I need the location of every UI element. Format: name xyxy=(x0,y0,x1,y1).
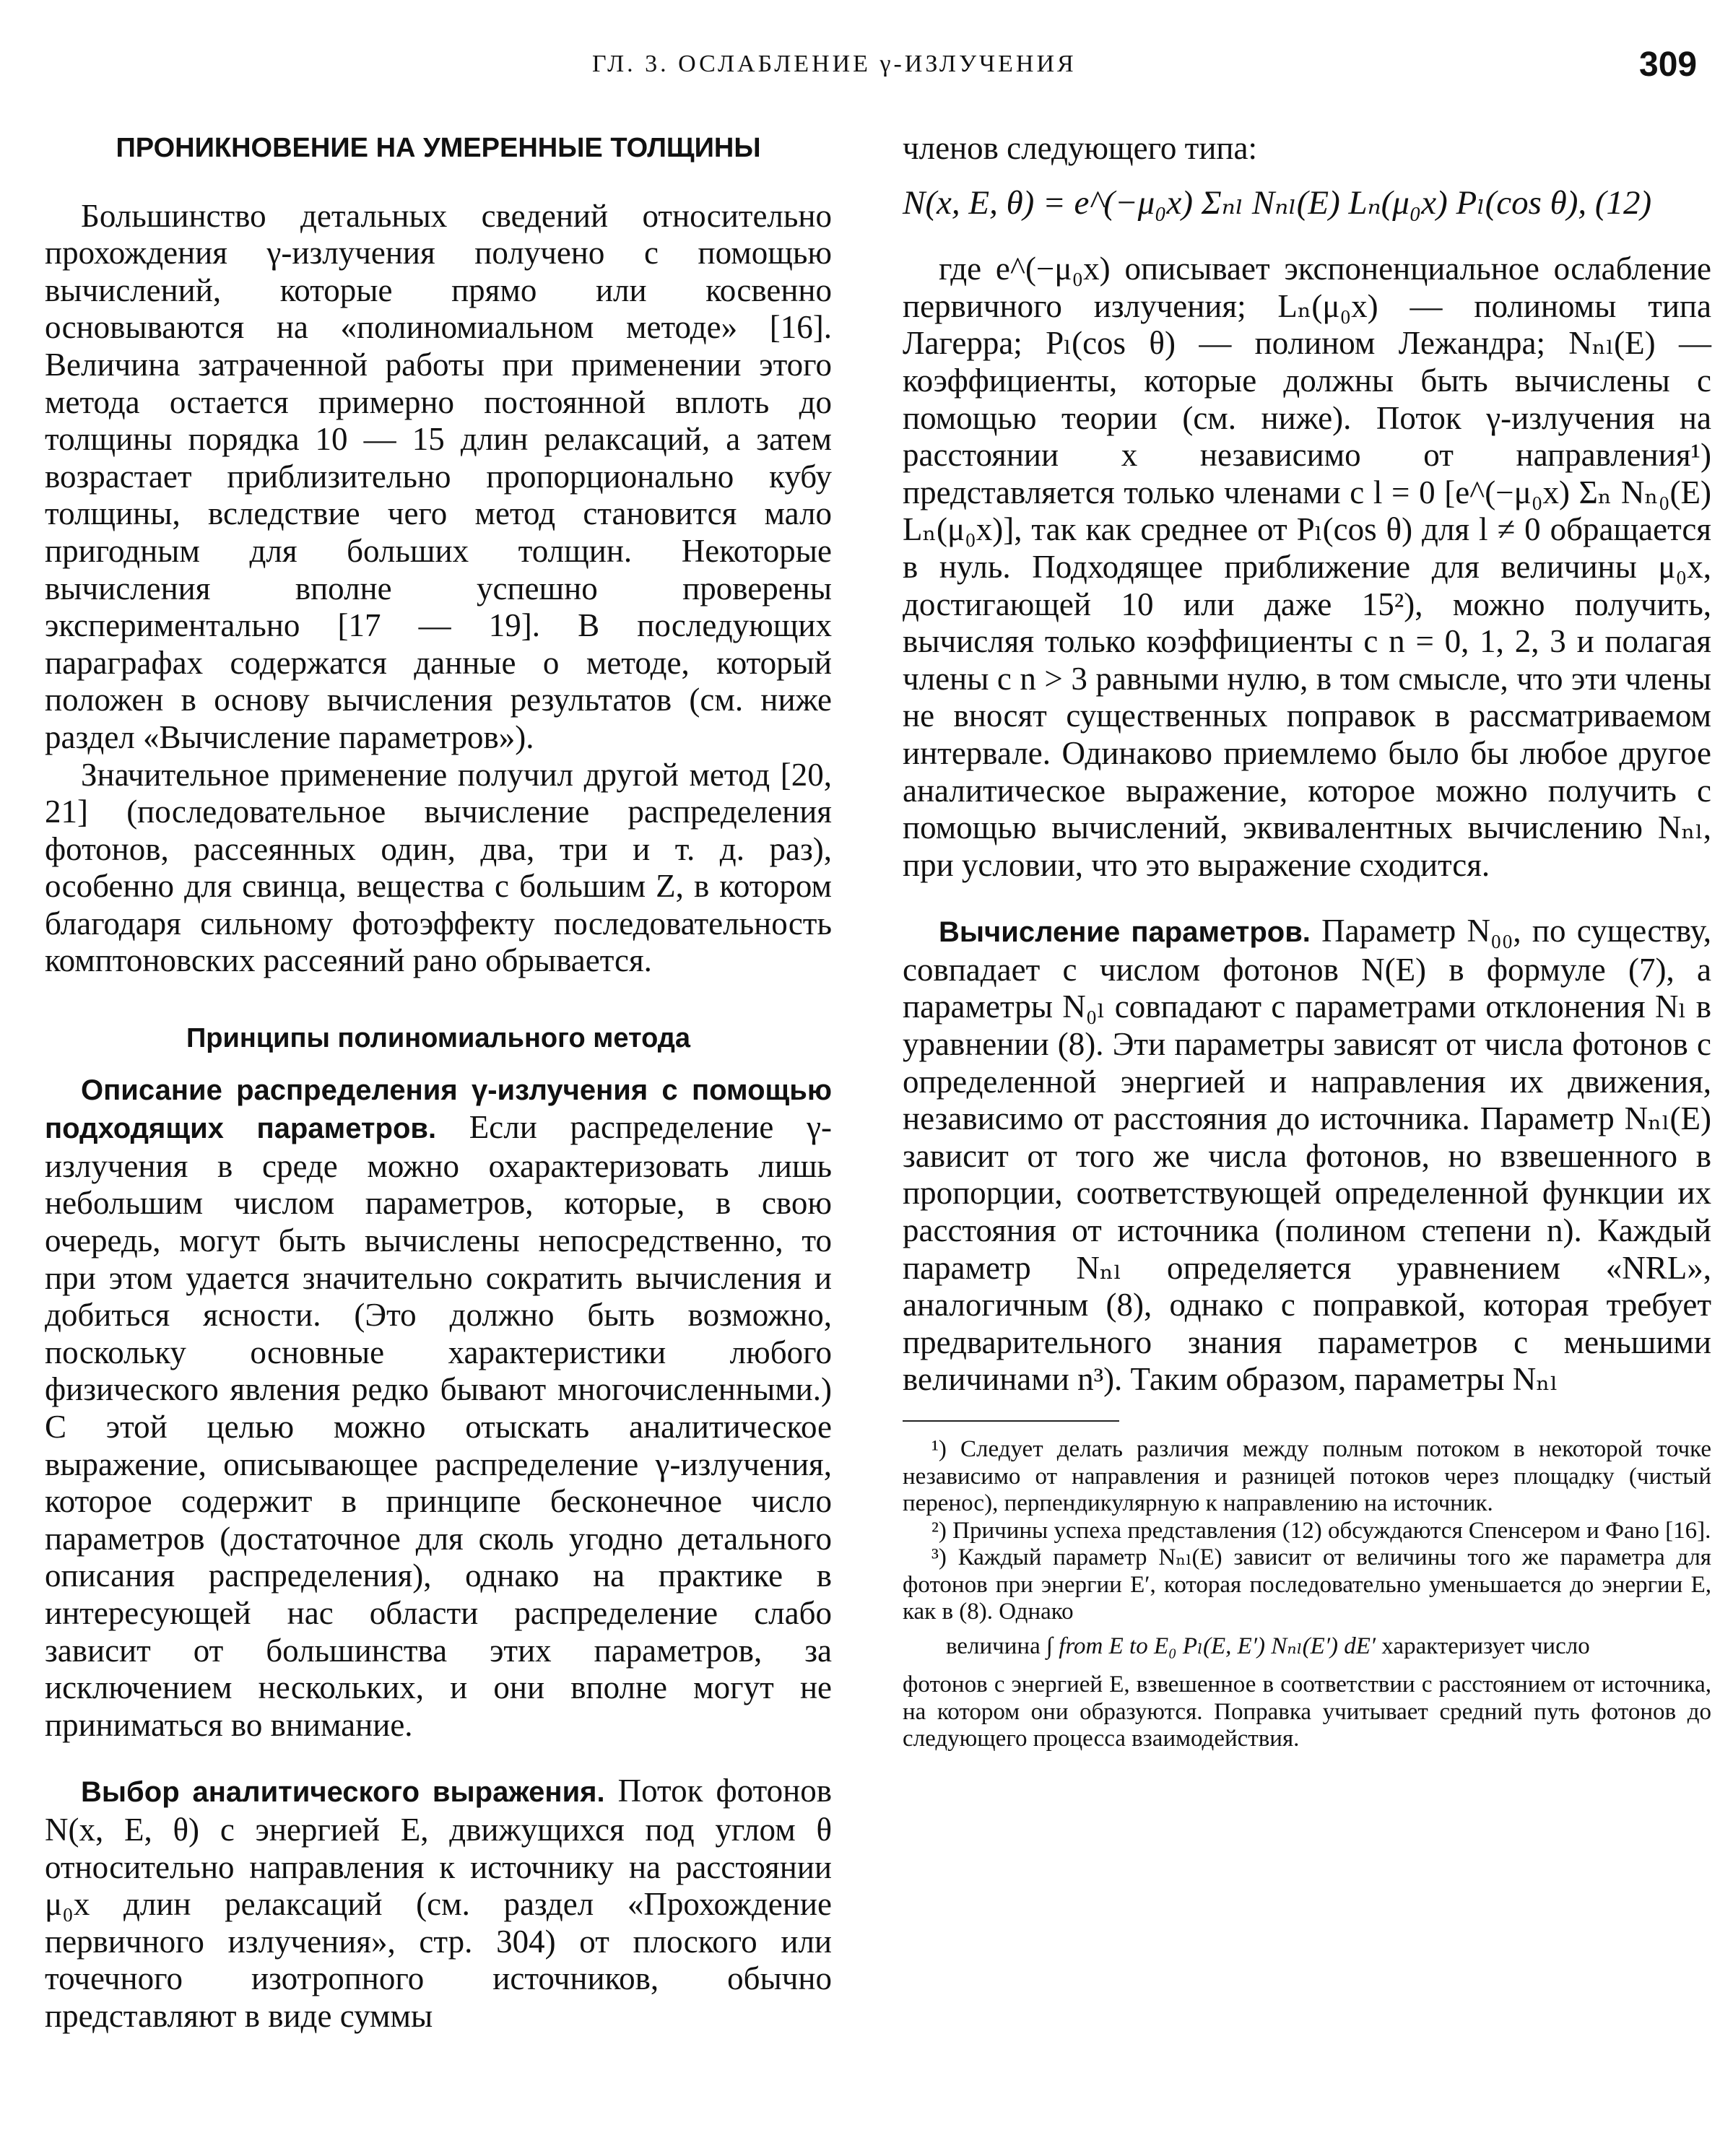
paragraph: членов следующего типа: xyxy=(903,130,1257,166)
footnote-1: ¹) Следует делать различия между полным потоком в некоторой точке независимо от направления и разницей потоков через площадку (чистый перенос), перпендикулярную к направлению на источник. xyxy=(903,1436,1711,1516)
integral-suffix: характеризует число xyxy=(1381,1633,1590,1659)
page-number: 309 xyxy=(1639,45,1698,84)
run-in-heading: Вычисление параметров. xyxy=(939,916,1311,949)
section-heading: ПРОНИКНОВЕНИЕ НА УМЕРЕННЫЕ ТОЛЩИНЫ xyxy=(116,133,761,163)
equation-12: N(x, E, θ) = e^(−μ₀x) Σₙₗ Nₙₗ(E) Lₙ(μ₀x) Pₗ(cos θ), (12) xyxy=(903,183,1652,222)
paragraph xyxy=(45,1773,832,2035)
paragraph: Значительное применение получил другой метод [20, 21] (последовательное вычисление распределения фотонов, рассеянных один, два, три и т. д. раз), особенно для свинца, вещества с большим Z, в котором благодаря сильному фотоэффекту последовательность комптоновских рассеяний рано обрывается. xyxy=(45,756,832,979)
left-column xyxy=(45,130,832,2035)
footnote-2: ²) Причины успеха представления (12) обсуждаются Спенсером и Фано [16]. xyxy=(931,1517,1711,1544)
paragraph xyxy=(45,1071,832,1744)
running-title: ГЛ. 3. ОСЛАБЛЕНИЕ γ-ИЗЛУЧЕНИЯ xyxy=(592,51,1077,77)
footnote-3: ³) Каждый параметр Nₙₗ(E) зависит от величины того же параметра для фотонов при энергии E′, которая последовательно уменьшается до энергии E, как в (8). Однако xyxy=(903,1544,1711,1625)
page-header xyxy=(0,45,1733,88)
footnote-3-continuation: фотонов с энергией E, взвешенное в соответствии с расстоянием от источника, на котором они образуются. Поправка учитывает средний путь фотонов до следующего процесса взаимодействия. xyxy=(903,1672,1711,1752)
run-in-heading: Выбор аналитического выражения. xyxy=(81,1776,605,1809)
integral-prefix: величина xyxy=(946,1633,1041,1659)
paragraph: Большинство детальных сведений относительно прохождения γ-излучения получено с помощью вычислений, которые прямо или косвенно основываются на «полиномиальном методе» [16]. Величина затраченной работы при применении этого метода остается примерно постоянной вплоть до толщины порядка 10 — 15 длин релаксаций, а затем возрастает приблизительно пропорционально кубу толщины, вследствие чего метод становится мало пригодным для больших толщин. Некоторые вычисления вполне успешно проверены экспериментально [17 — 19]. В последующих параграфах содержатся данные о методе, который положен в основу вычисления результатов (см. ниже раздел «Вычисление параметров»). xyxy=(45,197,832,755)
footnotes xyxy=(903,1436,1711,1753)
subsection-heading: Принципы полиномиального метода xyxy=(186,1023,691,1054)
integral-expression: ∫ from E to E₀ Pₗ(E, E′) Nₙₗ(E′) dE′ xyxy=(1046,1633,1376,1659)
paragraph-text: Если распределение γ-излучения в среде можно охарактеризовать лишь небольшим числом параметров, которые, в свою очередь, могут быть вычислены непосредственно, то при этом удается значительно сократить вычисления и добиться ясности. (Это должно быть возможно, поскольку основные характеристики любого физического явления редко бывают многочисленными.) С этой целью можно отыскать аналитическое выражение, описывающее распределение γ-излучения, которое содержит в принципе бесконечное число параметров (достаточное для сколь угодно детального описания распределения), однако на практике в интересующей нас области распределение слабо зависит от большинства этих параметров, за исключением нескольких, и они вполне могут не приниматься во внимание. xyxy=(45,1109,832,1743)
right-column xyxy=(903,130,1711,1753)
paragraph-text: Поток фотонов N(x, E, θ) с энергией E, движущихся под углом θ относительно направления к источнику на расстоянии μ₀x длин релаксаций (см. раздел «Прохождение первичного излучения», стр. 304) от плоского или точечного изотропного источников, обычно представляют в виде суммы xyxy=(45,1773,832,2034)
footnote-divider xyxy=(903,1420,1119,1422)
integral-line xyxy=(917,1633,1711,1661)
paragraph-text: Параметр N₀₀, по существу, совпадает с числом фотонов N(E) в формуле (7), а параметры N₀ₗ совпадают с параметрами отклонения Nₗ в уравнении (8). Эти параметры зависят от числа фотонов с определенной энергией и направления их движения, независимо от расстояния до источника. Параметр Nₙₗ(E) зависит от того же числа фотонов, но взвешенного в пропорции, соответствующей определенной функции их расстояния от источника (полином степени n). Каждый параметр Nₙₗ определяется уравнением «NRL», аналогичным (8), однако с поправкой, которая требует предварительного знания параметров с меньшими величинами n³). Таким образом, параметры Nₙₗ xyxy=(903,913,1711,1398)
paragraph: где e^(−μ₀x) описывает экспоненциальное ослабление первичного излучения; Lₙ(μ₀x) — полиномы типа Лагерра; Pₗ(cos θ) — полином Лежандра; Nₙₗ(E) — коэффициенты, которые должны быть вычислены с помощью теории (см. ниже). Поток γ-излучения на расстоянии x независимо от направления¹) представляется только членами с l = 0 [e^(−μ₀x) Σₙ Nₙ₀(E) Lₙ(μ₀x)], так как среднее от Pₗ(cos θ) для l ≠ 0 обращается в нуль. Подходящее приближение для величины μ₀x, достигающей 10 или даже 15²), можно получить, вычисляя только коэффициенты с n = 0, 1, 2, 3 и полагая члены с n > 3 равными нулю, в том смысле, что эти члены не вносят существенных поправок в рассматриваемом интервале. Одинаково приемлемо было бы любое другое аналитическое выражение, которое можно получить с помощью вычислений, эквивалентных вычислению Nₙₗ, при условии, что это выражение сходится. xyxy=(903,251,1711,883)
paragraph xyxy=(903,913,1711,1399)
run-in-heading: Описание распределения γ-излучения с помощью подходящих параметров. xyxy=(45,1074,832,1145)
